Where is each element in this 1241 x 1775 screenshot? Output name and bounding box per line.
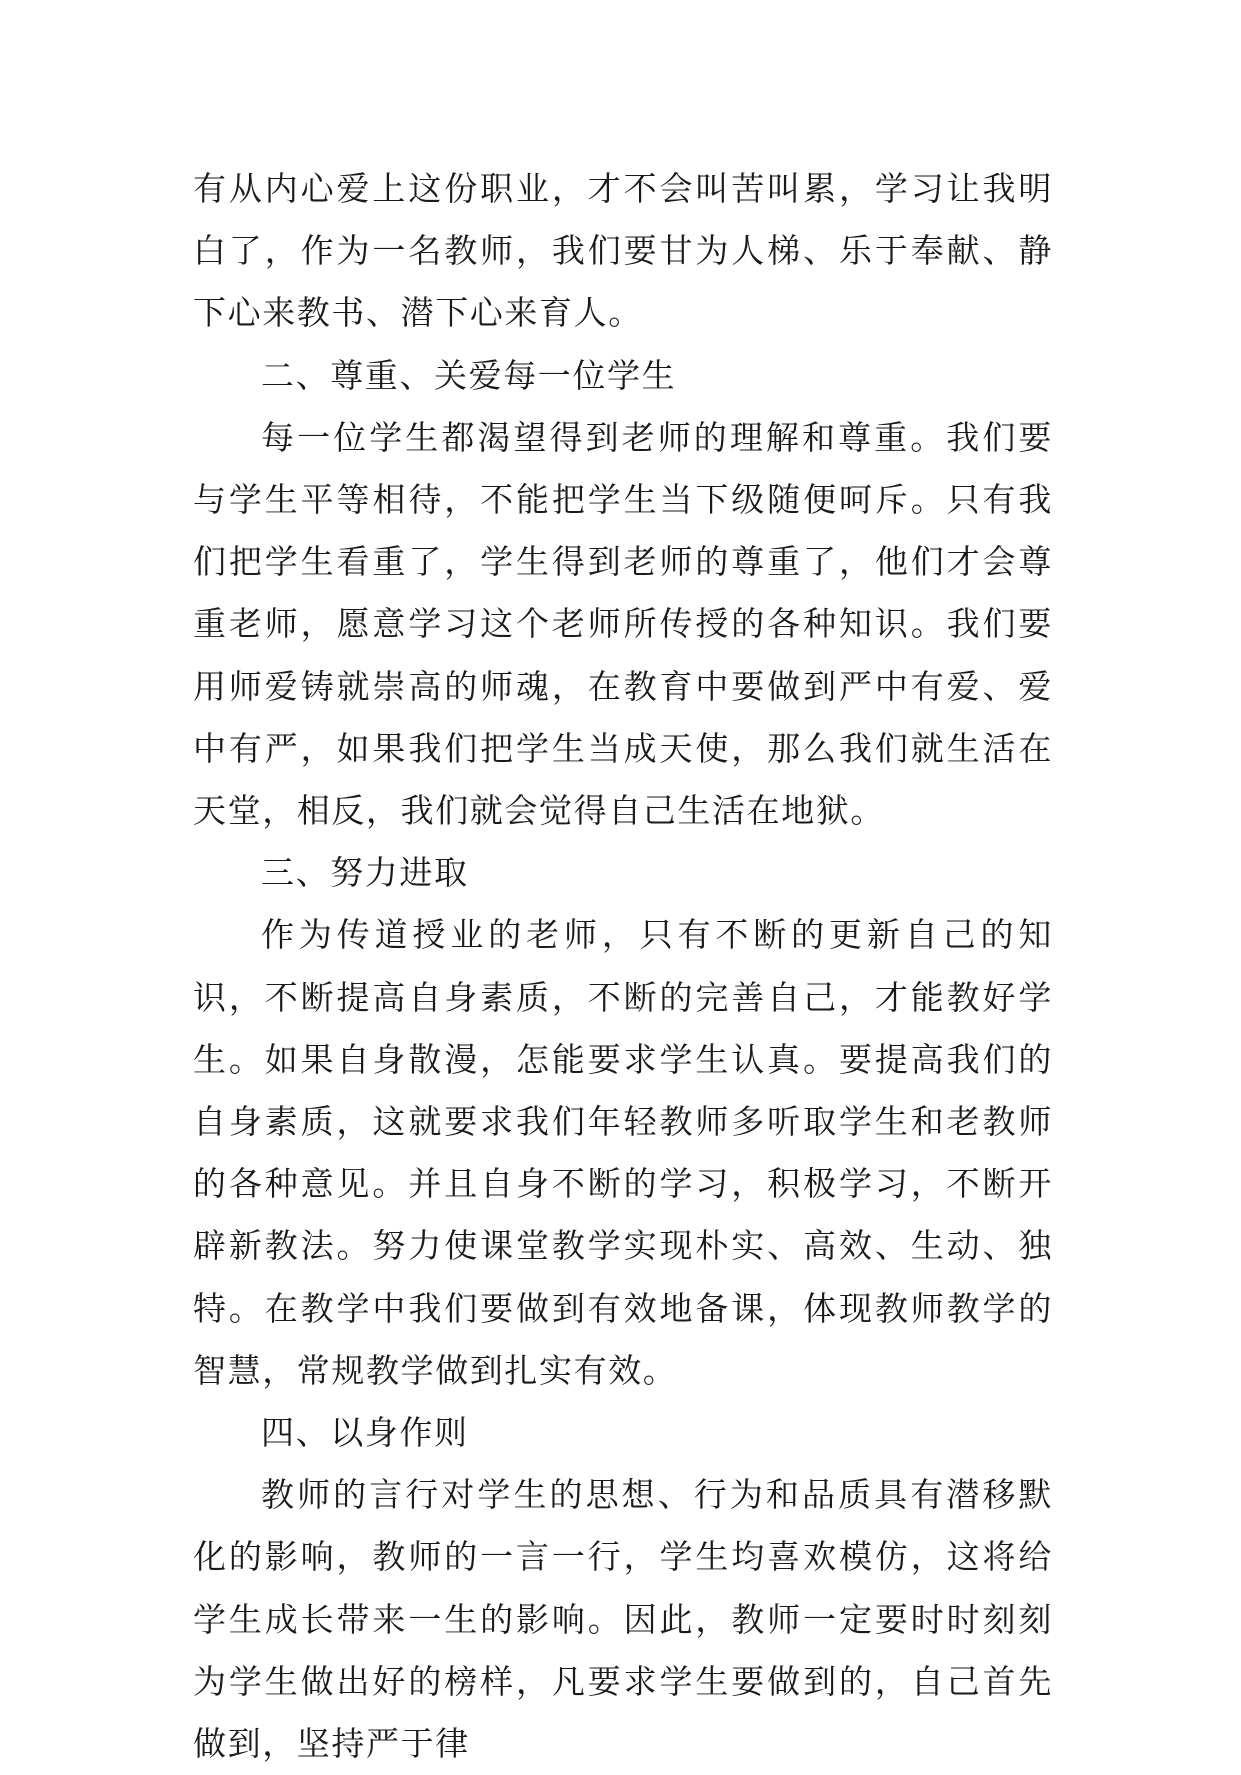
section-heading-respect-students: 二、尊重、关爱每一位学生	[261, 355, 677, 395]
document-body	[193, 158, 1053, 1775]
section-heading-strive-forward: 三、努力进取	[261, 853, 469, 893]
paragraph-lead-by-example: 教师的言行对学生的思想、行为和品质具有潜移默化的影响，教师的一言一行，学生均喜欢模仿，这将给学生成长带来一生的影响。因此，教师一定要时时刻刻为学生做出好的榜样，凡要求学生要做到的，自己首先做到，坚持严于律	[193, 1475, 1053, 1764]
paragraph-strive-forward: 作为传道授业的老师，只有不断的更新自己的知识，不断提高自身素质，不断的完善自己，才能教好学生。如果自身散漫，怎能要求学生认真。要提高我们的自身素质，这就要求我们年轻教师多听取学生和老教师的各种意见。并且自身不断的学习，积极学习，不断开辟新教法。努力使课堂教学实现朴实、高效、生动、独特。在教学中我们要做到有效地备课，体现教师教学的智慧，常规教学做到扎实有效。	[193, 915, 1053, 1390]
paragraph-continuation: 有从内心爱上这份职业，才不会叫苦叫累，学习让我明白了，作为一名教师，我们要甘为人梯、乐于奉献、静下心来教书、潜下心来育人。	[193, 169, 1053, 333]
section-heading-lead-by-example: 四、以身作则	[261, 1413, 469, 1453]
paragraph-respect-students: 每一位学生都渴望得到老师的理解和尊重。我们要与学生平等相待，不能把学生当下级随便呵斥。只有我们把学生看重了，学生得到老师的尊重了，他们才会尊重老师，愿意学习这个老师所传授的各种知识。我们要用师爱铸就崇高的师魂，在教育中要做到严中有爱、爱中有严，如果我们把学生当成天使，那么我们就生活在天堂，相反，我们就会觉得自己生活在地狱。	[193, 417, 1053, 831]
